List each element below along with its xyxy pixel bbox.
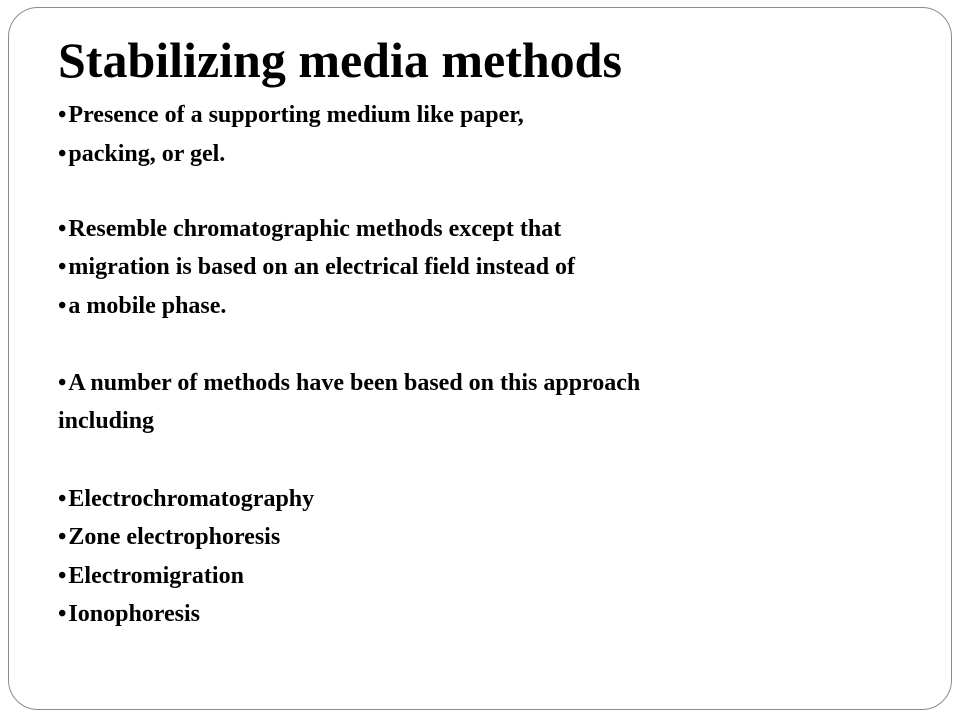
bullet-icon: • — [58, 370, 67, 396]
bullet-line — [58, 484, 314, 514]
bullet-text: packing, or gel. — [68, 141, 226, 167]
bullet-icon: • — [58, 254, 67, 280]
slide-title: Stabilizing media methods — [58, 32, 622, 88]
bullet-text: including — [58, 408, 155, 434]
bullet-line — [58, 561, 244, 591]
bullet-icon: • — [58, 524, 67, 550]
bullet-text: migration is based on an electrical field instead of — [68, 254, 576, 280]
bullet-icon: • — [58, 216, 67, 242]
bullet-icon: • — [58, 141, 67, 167]
bullet-line — [58, 100, 524, 130]
bullet-icon: • — [58, 563, 67, 589]
bullet-text: a mobile phase. — [68, 293, 227, 319]
bullet-line — [58, 252, 575, 282]
bullet-text: Electromigration — [68, 563, 244, 589]
bullet-line — [58, 522, 280, 552]
bullet-icon: • — [58, 293, 67, 319]
bullet-line — [58, 368, 640, 398]
bullet-text: Zone electrophoresis — [68, 524, 281, 550]
bullet-text: Presence of a supporting medium like paper, — [68, 102, 524, 128]
continuation-line — [58, 406, 154, 436]
bullet-text: A number of methods have been based on this approach — [68, 370, 641, 396]
bullet-text: Ionophoresis — [68, 601, 201, 627]
bullet-icon: • — [58, 486, 67, 512]
bullet-icon: • — [58, 102, 67, 128]
bullet-text: Electrochromatography — [68, 486, 315, 512]
bullet-line — [58, 599, 200, 629]
bullet-text: Resemble chromatographic methods except that — [68, 216, 562, 242]
bullet-line — [58, 214, 561, 244]
bullet-icon: • — [58, 601, 67, 627]
bullet-line — [58, 291, 226, 321]
bullet-line — [58, 139, 225, 169]
